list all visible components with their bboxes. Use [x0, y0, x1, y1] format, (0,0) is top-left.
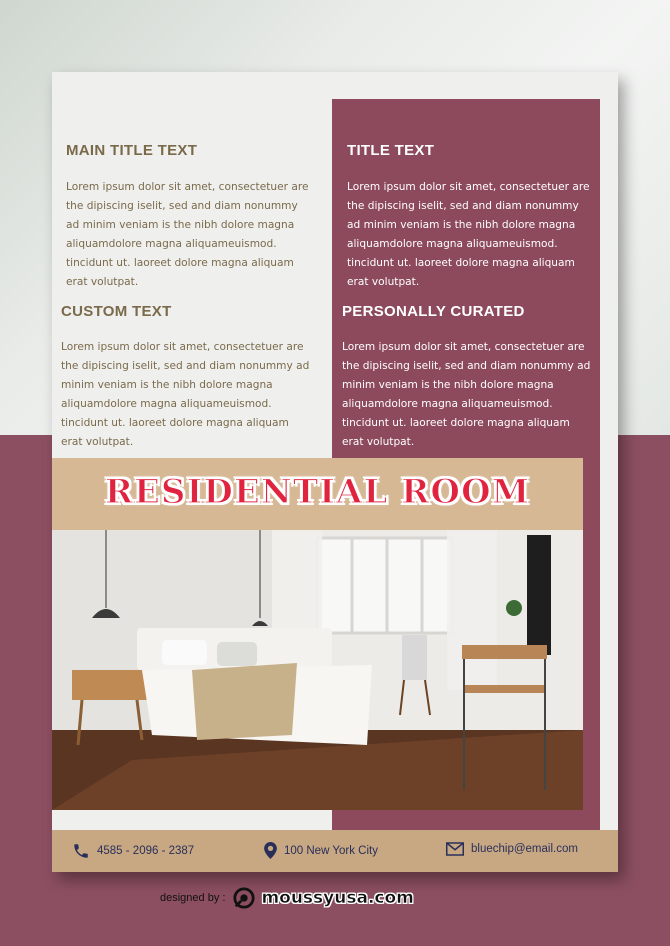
bedroom-photo [52, 530, 583, 810]
custom-body-text: Lorem ipsum dolor sit amet, consectetuer are the dipiscing iselit, sed and diam nonummy ad minim veniam is the nibh dolore magna aliquamdolore magna aliquameuismod. tincidunt ut. laoreet dolore magna aliquam erat volutpat. [61, 341, 310, 448]
right-body-text: Lorem ipsum dolor sit amet, consectetuer are the dipiscing iselit, sed and diam nonummy ad minim veniam is the nibh dolore magna aliquamdolore magna aliquameuismod. tincidunt ut. laoreet dolore magna aliquam erat volutpat. [347, 181, 590, 288]
bedroom-illustration [52, 530, 583, 810]
footer-email[interactable] [446, 842, 578, 856]
designer-credit [160, 887, 414, 909]
map-pin-icon [264, 842, 277, 859]
contact-footer [52, 830, 618, 872]
address-text: 100 New York City [284, 844, 378, 857]
curated-title: PERSONALLY CURATED [342, 303, 525, 320]
main-body-text: Lorem ipsum dolor sit amet, consectetuer are the dipiscing iselit, sed and diam nonummy ad minim veniam is the nibh dolore magna aliquamdolore magna aliquameuismod. tincidunt ut. laoreet dolore magna aliquam erat volutpat. [66, 181, 309, 288]
credit-label: designed by : [160, 892, 226, 904]
brand-logo-icon [233, 887, 255, 909]
phone-number: 4585 - 2096 - 2387 [97, 845, 195, 857]
headline-title: RESIDENTIAL ROOM [104, 472, 531, 512]
envelope-icon [446, 842, 464, 856]
footer-phone[interactable] [72, 842, 194, 860]
right-title: TITLE TEXT [347, 142, 435, 159]
footer-address[interactable] [264, 842, 378, 859]
main-title: MAIN TITLE TEXT [66, 142, 198, 159]
headline-banner [52, 458, 583, 530]
credit-brand[interactable]: moussyusa.com [261, 888, 414, 908]
flyer-sheet [52, 72, 618, 872]
phone-icon [72, 842, 90, 860]
email-address: bluechip@email.com [471, 843, 578, 855]
curated-body-text: Lorem ipsum dolor sit amet, consectetuer are the dipiscing iselit, sed and diam nonummy ad minim veniam is the nibh dolore magna aliquamdolore magna aliquameuismod. tincidunt ut. laoreet dolore magna aliquam erat volutpat. [342, 341, 591, 448]
custom-title: CUSTOM TEXT [61, 303, 172, 320]
